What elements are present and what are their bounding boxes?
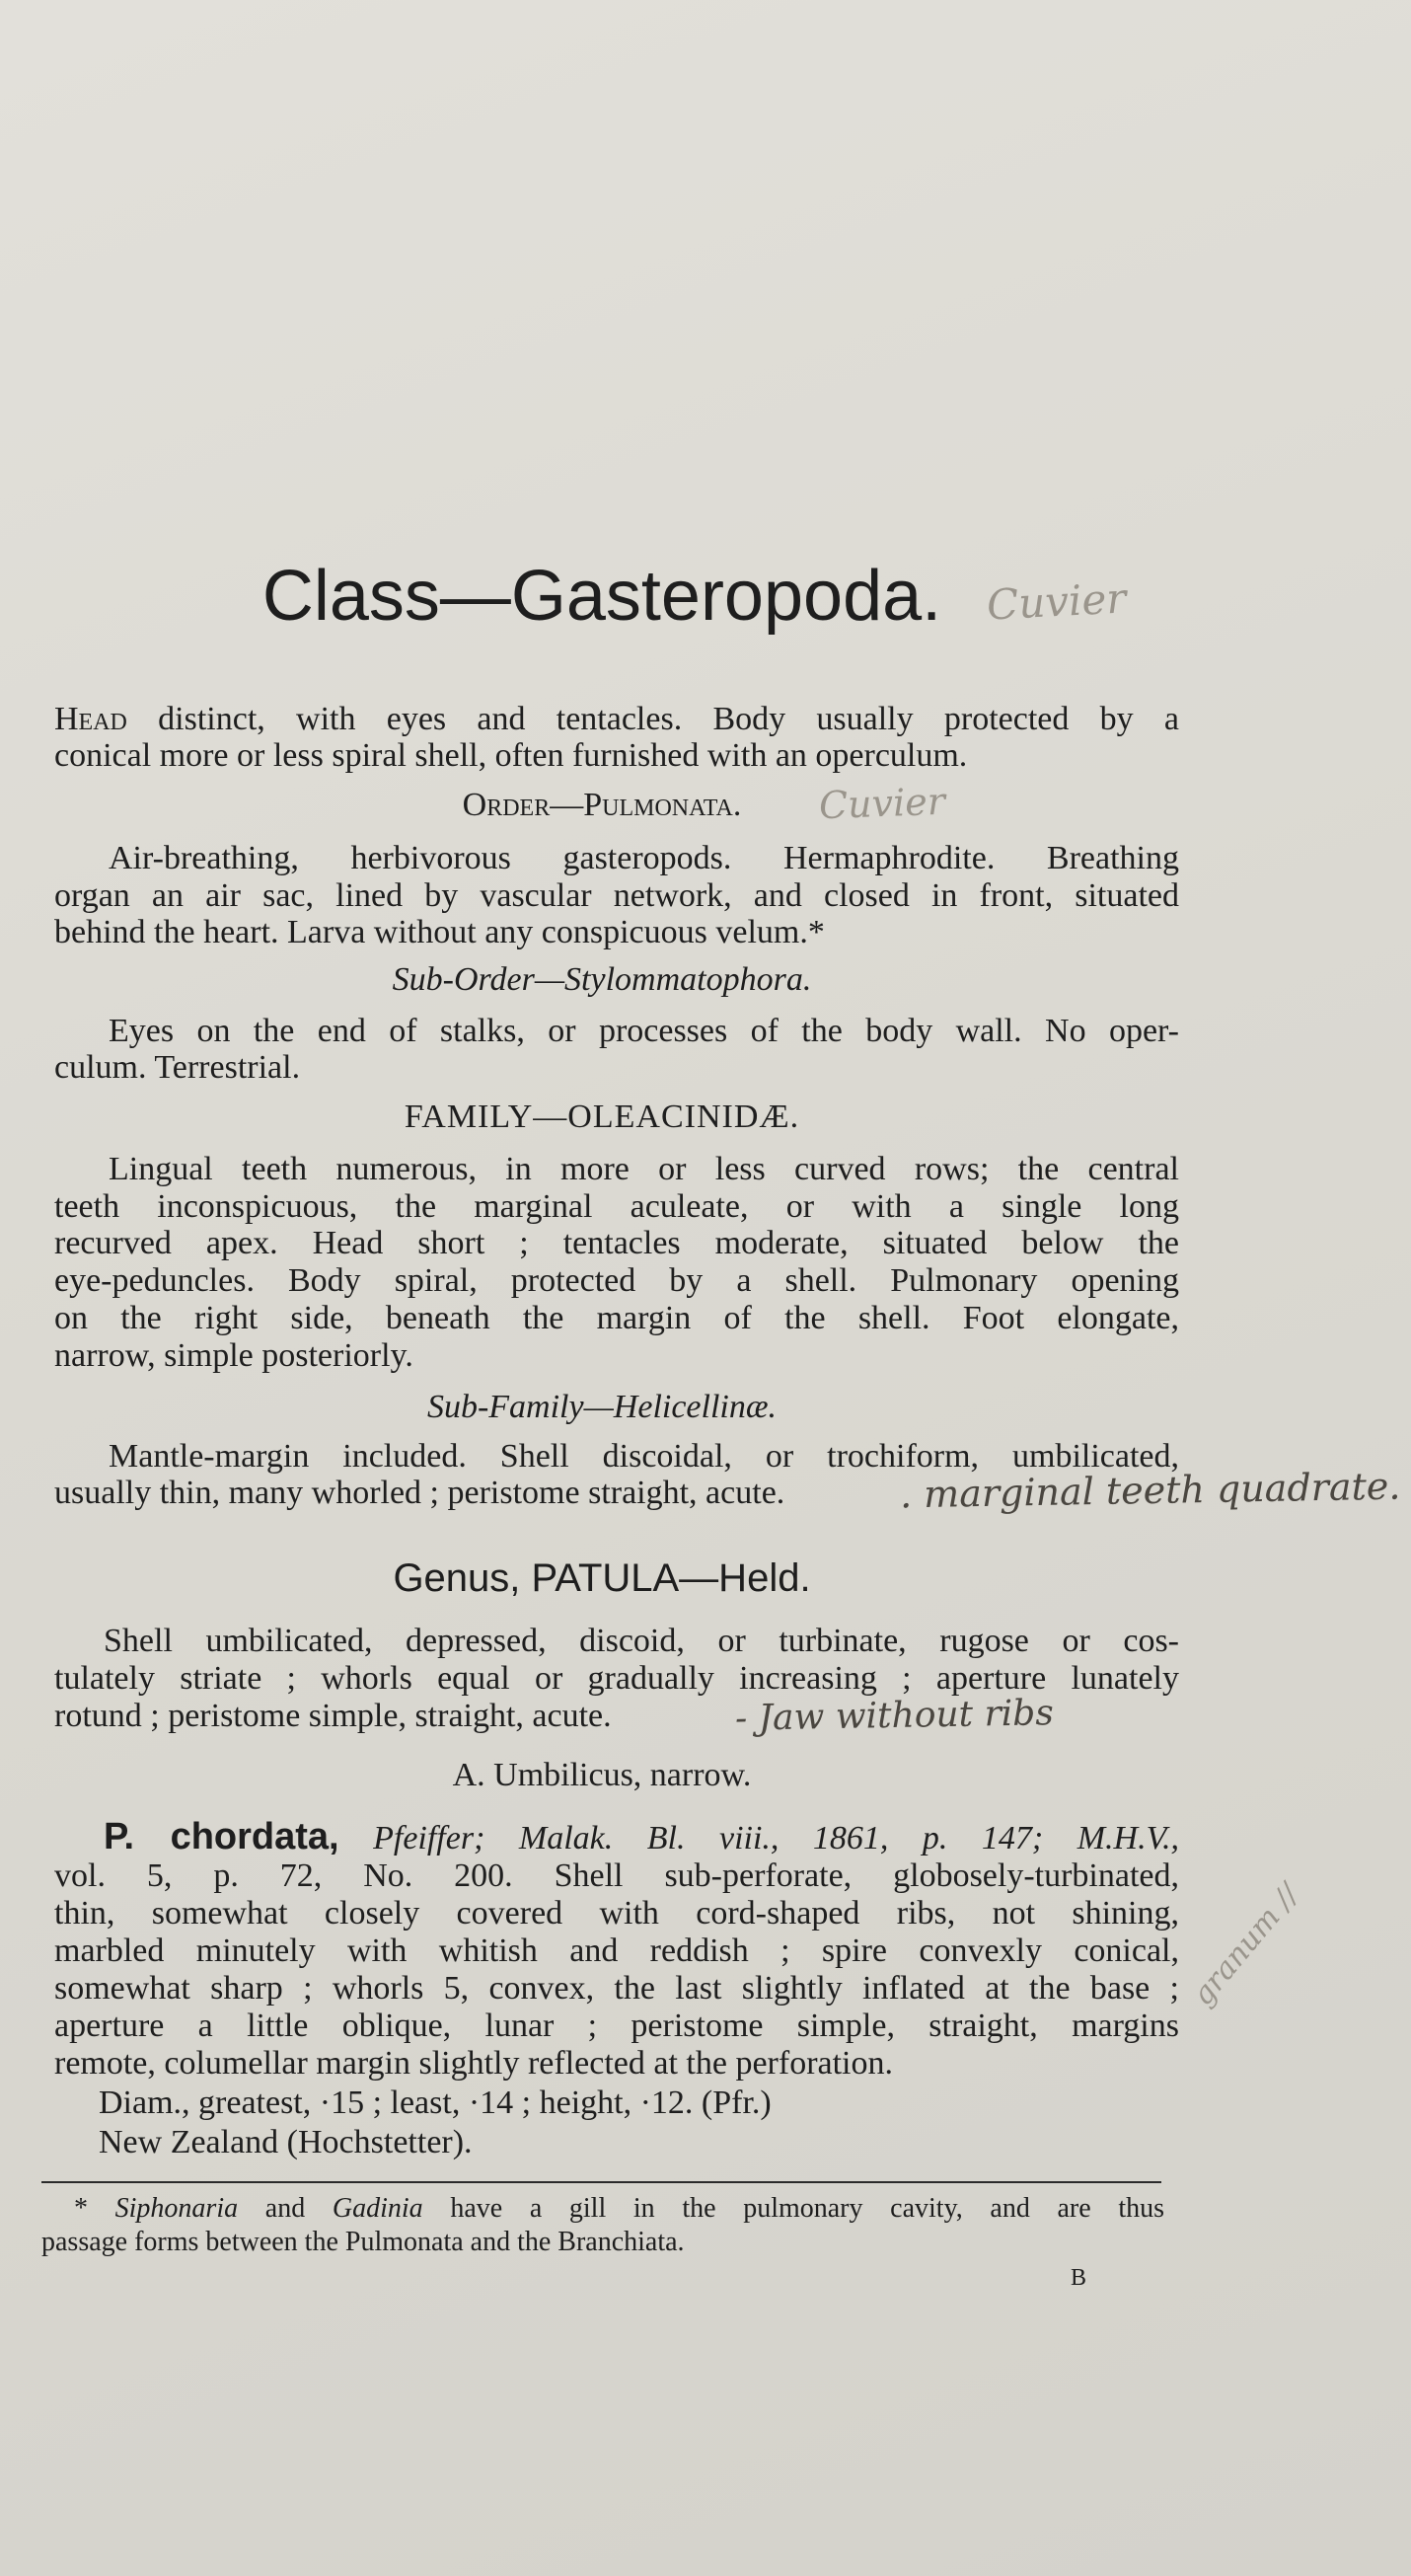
footnote-term-2: Gadinia xyxy=(332,2193,423,2224)
species-citation-author: Pfeiffer xyxy=(373,1820,475,1856)
genus-line-2: tulately striate ; whorls equal or gradually increasing ; aperture lunately xyxy=(54,1660,1179,1697)
family-line-5: on the right side, beneath the margin of the shell. Foot elongate, xyxy=(54,1300,1179,1336)
species-line-4: marbled minutely with whitish and reddish ; spire convexly conical, xyxy=(54,1932,1179,1969)
class-description-line-1 xyxy=(54,701,1179,738)
species-annotation: granum // xyxy=(1185,1877,1306,2012)
footnote-line-2: passage forms between the Pulmonata and the Branchiata. xyxy=(41,2227,685,2257)
order-line-3: behind the heart. Larva without any conspicuous velum.* xyxy=(54,914,825,950)
sub-family-annotation: . marginal teeth quadrate. xyxy=(899,1464,1401,1517)
order-line-2: organ an air sac, lined by vascular network, and closed in front, situated xyxy=(54,877,1179,914)
footnote-conj: and xyxy=(264,2193,306,2224)
order-heading xyxy=(345,787,858,824)
sub-order-heading: Sub-Order—Stylommatophora. xyxy=(392,961,812,998)
section-a-heading: A. Umbilicus, narrow. xyxy=(452,1757,752,1793)
class-description-line-2: conical more or less spiral shell, often furnished with an operculum. xyxy=(54,737,968,774)
species-line-2: vol. 5, p. 72, No. 200. Shell sub-perforate, globosely-turbinated, xyxy=(54,1857,1179,1894)
species-line-5: somewhat sharp ; whorls 5, convex, the last slightly inflated at the base ; xyxy=(54,1970,1179,2007)
order-annotation: Cuvier xyxy=(818,779,946,828)
footnote-mark: * xyxy=(74,2193,88,2224)
family-line-4: eye-peduncles. Body spiral, protected by a shell. Pulmonary opening xyxy=(54,1262,1179,1299)
species-name: P. chordata, xyxy=(104,1816,339,1857)
sub-order-line-2: culum. Terrestrial. xyxy=(54,1049,301,1086)
sub-family-line-1: Mantle-margin included. Shell discoidal, or trochiform, umbilicated, xyxy=(109,1438,1179,1475)
species-measurements: Diam., greatest, ·15 ; least, ·14 ; height, ·12. (Pfr.) xyxy=(99,2084,772,2121)
family-line-3: recurved apex. Head short ; tentacles moderate, situated below the xyxy=(54,1225,1179,1261)
signature-mark: B xyxy=(1071,2265,1087,2291)
species-line-1 xyxy=(104,1818,1179,1857)
genus-heading-text: Genus, PATULA—Held. xyxy=(393,1556,811,1600)
genus-heading xyxy=(257,1553,947,1603)
class-description-lead: Head xyxy=(54,701,127,737)
species-line-6: aperture a little oblique, lunar ; peristome simple, straight, margins xyxy=(54,2008,1179,2044)
class-annotation: Cuvier xyxy=(985,573,1128,630)
sub-order-line-1: Eyes on the end of stalks, or processes of the body wall. No oper- xyxy=(109,1013,1179,1049)
family-line-2: teeth inconspicuous, the marginal aculeate, or with a single long xyxy=(54,1188,1179,1225)
order-heading-text: Order—Pulmonata. xyxy=(462,787,742,823)
species-locality: New Zealand (Hochstetter). xyxy=(99,2124,473,2160)
genus-line-1: Shell umbilicated, depressed, discoid, or turbinate, rugose or cos- xyxy=(104,1623,1179,1659)
species-line-7: remote, columellar margin slightly reflected at the perforation. xyxy=(54,2045,893,2082)
footnote-line-1-rest: have a gill in the pulmonary cavity, and are thus xyxy=(450,2193,1165,2224)
family-heading: FAMILY—OLEACINIDÆ. xyxy=(404,1099,800,1135)
class-title-text: Class—Gasteropoda. xyxy=(261,557,942,636)
genus-line-3: rotund ; peristome simple, straight, acute. xyxy=(54,1698,612,1734)
species-citation-rest: ; Malak. Bl. viii., 1861, p. 147; M.H.V., xyxy=(474,1820,1179,1856)
family-line-1: Lingual teeth numerous, in more or less curved rows; the central xyxy=(109,1151,1179,1187)
footnote-rule xyxy=(41,2181,1161,2183)
family-line-6: narrow, simple posteriorly. xyxy=(54,1337,413,1374)
class-title xyxy=(227,555,977,638)
sub-family-heading: Sub-Family—Helicellinæ. xyxy=(426,1389,778,1425)
sub-family-line-2: usually thin, many whorled ; peristome straight, acute. xyxy=(54,1475,785,1511)
footnote-line-1 xyxy=(74,2193,1164,2225)
species-line-3: thin, somewhat closely covered with cord-shaped ribs, not shining, xyxy=(54,1895,1179,1932)
order-line-1: Air-breathing, herbivorous gasteropods. Hermaphrodite. Breathing xyxy=(109,840,1179,876)
genus-annotation: - Jaw without ribs xyxy=(734,1693,1055,1739)
class-description-text: distinct, with eyes and tentacles. Body usually protected by a xyxy=(158,701,1179,737)
footnote-term-1: Siphonaria xyxy=(114,2193,239,2224)
